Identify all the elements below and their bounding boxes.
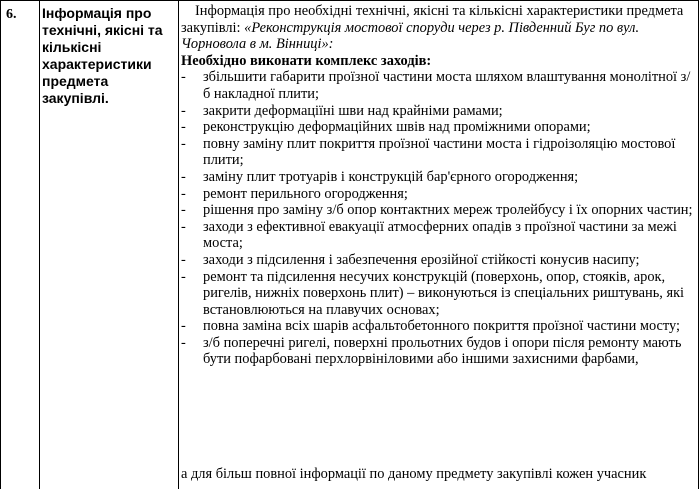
measures-list: [181, 69, 693, 368]
list-item: [181, 119, 693, 136]
bullet-dash: -: [181, 268, 186, 285]
list-item: [181, 335, 693, 368]
list-item: [181, 69, 693, 102]
list-item-text: збільшити габарити проїзної частини моста шляхом влаштування монолітної з/б накладної плити;: [203, 69, 691, 102]
list-item: [181, 269, 693, 319]
list-item: [181, 103, 693, 120]
list-item-text: заходи з підсилення і забезпечення ерозійної стійкості конусив насипу;: [203, 251, 640, 268]
bullet-dash: -: [181, 185, 186, 202]
list-item-text: повну заміну плит покриття проїзної частини моста і гідроізоляцію мостової плити;: [203, 135, 676, 169]
bullet-dash: -: [181, 135, 186, 152]
list-item-text: повна заміна всіх шарів асфальтобетонного покриття проїзної частини мосту;: [203, 318, 681, 335]
bullet-dash: -: [181, 334, 186, 351]
column-divider: [39, 1, 40, 489]
content-cell: [181, 3, 693, 368]
list-item: [181, 186, 693, 203]
project-name: «Реконструкція мостової споруди через р. Південний Буг по вул. Чорновола в м. Вінниці»:: [181, 19, 640, 53]
bullet-dash: -: [181, 202, 186, 219]
list-item: [181, 252, 693, 269]
list-item-text: реконструкцію деформаційних швів над проміжними опорами;: [203, 119, 591, 136]
measures-heading: Необхідно виконати комплекс заходів:: [181, 52, 432, 69]
bullet-dash: -: [181, 69, 186, 86]
row-title: Інформація про технічні, якісні та кількісні характеристики предмета закупівлі.: [42, 5, 163, 106]
bullet-dash: -: [181, 218, 186, 235]
intro-paragraph: [181, 3, 693, 53]
list-item: [181, 318, 693, 335]
bullet-dash: -: [181, 102, 186, 119]
list-item: [181, 136, 693, 169]
list-item: [181, 169, 693, 186]
bullet-dash: -: [181, 168, 186, 185]
list-item-text: з/б поперечні ригелі, поверхні прольотних будов і опори після ремонту мають бути пофарбовані перхлорвініловими або іншими захисними фарбами,: [203, 334, 682, 368]
column-divider: [178, 1, 179, 489]
list-item-text: ремонт та підсилення несучих конструкцій (поверхонь, опор, стояків, арок, ригелів, нижніх поверхонь плит) – виконуються із спеціальних риштувань, які встановлюються на плавучих основах;: [203, 268, 685, 318]
row-number: 6.: [6, 7, 17, 22]
bullet-dash: -: [181, 119, 186, 136]
list-item: [181, 202, 693, 219]
intro-text: Інформація про необхідні технічні, якісні та кількісні характеристики предмета закупівлі:: [181, 3, 684, 36]
list-item-text: ремонт перильного огородження;: [203, 185, 408, 202]
bullet-dash: -: [181, 318, 186, 335]
list-item-text: заміну плит тротуарів і конструкцій бар'єрного огородження;: [203, 168, 579, 185]
list-item-text: рішення про заміну з/б опор контактних мереж тролейбусу і їх опорних частин;: [203, 202, 693, 219]
list-item-text: заходи з ефективної евакуації атмосферних опадів з проїзної частини за межі моста;: [203, 218, 677, 252]
final-line: а для більш повної інформації по даному предмету закупівлі кожен учасник: [181, 466, 647, 482]
bullet-dash: -: [181, 251, 186, 268]
list-item-text: закрити деформаціїні шви над крайніми рамами;: [203, 102, 503, 119]
list-item: [181, 219, 693, 252]
